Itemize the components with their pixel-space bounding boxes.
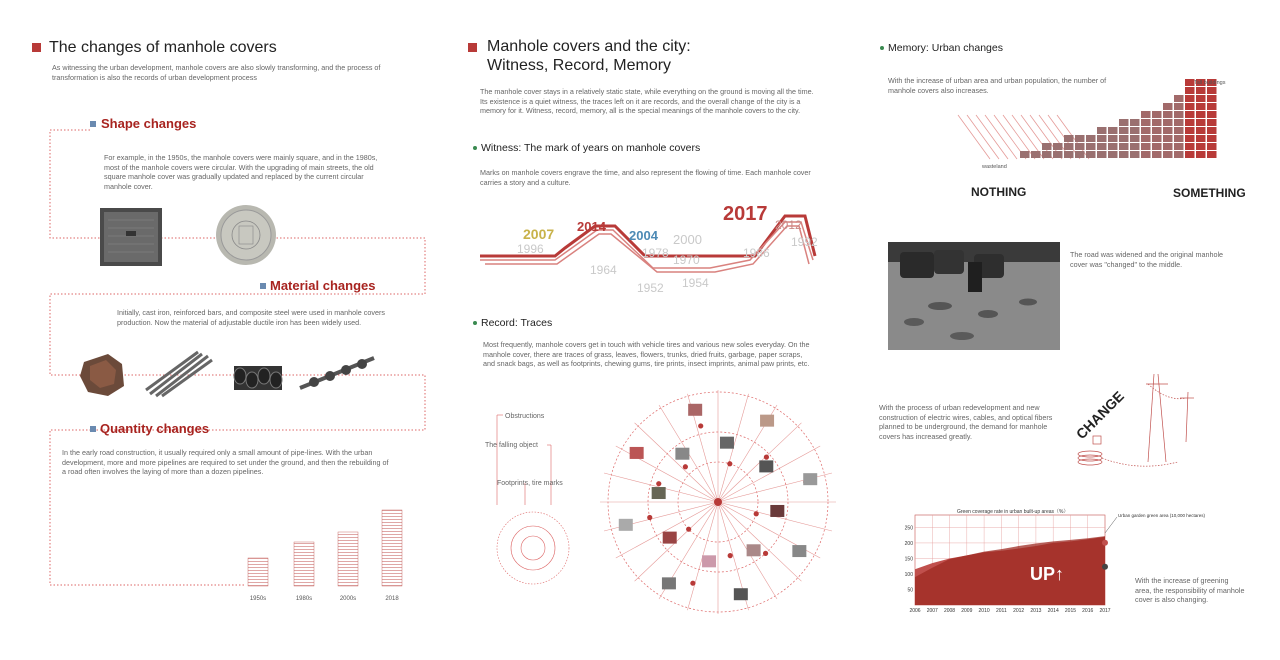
- stack-label-2000s: 2000s: [339, 596, 357, 602]
- chart-annotation: UP↑: [1030, 564, 1065, 584]
- building-block: [1042, 151, 1052, 158]
- middle-title-line2: Witness, Record, Memory: [487, 57, 672, 74]
- building-block: [1185, 127, 1195, 134]
- trace-dot: [763, 551, 768, 556]
- photo-caption: The road was widened and the original manhole cover was "changed" to the middle.: [1070, 250, 1224, 269]
- stack-2018: [382, 510, 402, 586]
- building-block: [1086, 151, 1096, 158]
- middle-title-line1: Manhole covers and the city:: [487, 38, 691, 55]
- building-block: [1108, 135, 1118, 142]
- building-block: [1075, 143, 1085, 150]
- building-block: [1207, 143, 1217, 150]
- quantity-marker: [90, 426, 96, 432]
- building-block: [1163, 111, 1173, 118]
- trace-dot: [727, 461, 732, 466]
- building-block: [1020, 151, 1030, 158]
- left-intro: As witnessing the urban development, manhole covers are also slowly transforming, and the process of transformation is also the records of urban development process: [52, 63, 381, 82]
- building-block: [1163, 103, 1173, 110]
- building-block: [1174, 143, 1184, 150]
- building-block: [1141, 127, 1151, 134]
- tall-buildings-label: Tall buildings: [1194, 80, 1226, 86]
- left-title: The changes of manhole covers: [49, 39, 277, 56]
- building-block: [1207, 151, 1217, 158]
- round-cover-image: [215, 204, 277, 266]
- building-block: [1196, 103, 1206, 110]
- building-block: [1031, 151, 1041, 158]
- material-text: Initially, cast iron, reinforced bars, and composite steel were used in manhole covers production. Now the material of adjustable ductile iron has been widely used.: [117, 308, 385, 327]
- building-block: [1141, 119, 1151, 126]
- memory-text: With the increase of urban area and urban population, the number of manhole covers also increases.: [888, 76, 1107, 95]
- building-block: [1064, 143, 1074, 150]
- material-marker: [260, 283, 266, 289]
- building-block: [1196, 127, 1206, 134]
- building-block: [1174, 95, 1184, 102]
- building-block: [1119, 143, 1129, 150]
- hatch-line: [967, 115, 999, 159]
- memory-heading: [880, 42, 1003, 54]
- year-1970: 1970: [673, 253, 700, 267]
- y-tick-label: 250: [904, 525, 913, 532]
- x-ticks: [909, 608, 1110, 614]
- building-block: [1163, 143, 1173, 150]
- record-heading: [473, 317, 552, 329]
- building-block: [1163, 127, 1173, 134]
- building-block: [1053, 151, 1063, 158]
- building-block: [1185, 119, 1195, 126]
- shape-text: For example, in the 1950s, the manhole covers were mainly square, and in the 1980s, most of the manhole covers were circular. With the upgrading of main streets, the old square manhole cover was gradually updated and replaced by the current circular manhole cover.: [104, 153, 378, 191]
- building-block: [1185, 135, 1195, 142]
- steel-pipes-image: [234, 366, 282, 390]
- building-block: [1042, 143, 1052, 150]
- cast-iron-image: [80, 354, 124, 396]
- change-illustration: [1068, 362, 1208, 477]
- trace-photo: [759, 460, 773, 472]
- building-block: [1185, 87, 1195, 94]
- trace-photo: [652, 487, 666, 499]
- trace-photo: [663, 532, 677, 544]
- stack-label-2018: 2018: [385, 596, 399, 602]
- trace-dot: [728, 553, 733, 558]
- building-block: [1196, 119, 1206, 126]
- x-tick-label: 2009: [961, 608, 973, 614]
- trace-photo: [619, 519, 633, 531]
- quantity-heading: Quantity changes: [100, 421, 210, 436]
- end-dot-coverage: [1102, 540, 1108, 546]
- building-block: [1141, 111, 1151, 118]
- x-tick-label: 2014: [1047, 608, 1059, 614]
- year-1986: 1986: [743, 246, 770, 260]
- building-block: [1130, 127, 1140, 134]
- building-block: [1196, 95, 1206, 102]
- shape-heading: Shape changes: [101, 116, 197, 131]
- trace-dot: [690, 581, 695, 586]
- y-tick-label: 200: [904, 540, 913, 547]
- building-block: [1207, 119, 1217, 126]
- stack-1980s: [294, 542, 314, 586]
- building-block: [1174, 119, 1184, 126]
- year-2012: 2012: [775, 218, 802, 232]
- building-block: [1108, 127, 1118, 134]
- building-block: [1119, 127, 1129, 134]
- change-word: CHANGE: [1072, 387, 1128, 443]
- year-1978: 1978: [642, 246, 669, 260]
- building-block: [1152, 143, 1162, 150]
- year-2004: 2004: [629, 228, 658, 243]
- trace-photo: [803, 473, 817, 485]
- building-block: [1152, 135, 1162, 142]
- trace-photo: [770, 505, 784, 517]
- street-photo: [888, 242, 1060, 350]
- building-block: [1119, 119, 1129, 126]
- stack-label-1950s: 1950s: [249, 596, 267, 602]
- building-block: [1119, 151, 1129, 158]
- record-dot: [473, 321, 477, 325]
- change-text: With the process of urban redevelopment and new construction of electric wires, cables, and optical fibers planned to be underground, the demand for manhole covers has increased greatly.: [879, 403, 1053, 441]
- building-block: [1141, 143, 1151, 150]
- green-text: With the increase of greening area, the responsibility of manhole cover is also changing.: [1135, 576, 1245, 605]
- hatch-line: [958, 115, 990, 159]
- memory-heading-text: Memory: Urban changes: [888, 42, 1003, 54]
- y-ticks: [905, 525, 914, 593]
- building-block: [1174, 151, 1184, 158]
- y-tick-label: 100: [904, 571, 913, 578]
- x-tick-label: 2006: [909, 608, 921, 614]
- y-tick-label: 150: [904, 556, 913, 563]
- building-block: [1185, 95, 1195, 102]
- building-block: [1086, 135, 1096, 142]
- building-block: [1108, 151, 1118, 158]
- building-block: [1152, 151, 1162, 158]
- witness-dot: [473, 146, 477, 150]
- x-tick-label: 2007: [926, 608, 938, 614]
- building-block: [1163, 151, 1173, 158]
- year-1954: 1954: [682, 276, 709, 290]
- building-block: [1097, 143, 1107, 150]
- building-block: [1130, 143, 1140, 150]
- trace-dot: [698, 423, 703, 428]
- building-block: [1207, 103, 1217, 110]
- building-block: [1185, 151, 1195, 158]
- trace-dot: [647, 515, 652, 520]
- building-block: [1163, 135, 1173, 142]
- stack-2000s: [338, 532, 358, 586]
- building-block: [1174, 127, 1184, 134]
- trace-dot: [656, 481, 661, 486]
- building-block: [1108, 143, 1118, 150]
- x-tick-label: 2017: [1099, 608, 1111, 614]
- wasteland-label: wasteland: [982, 164, 1007, 170]
- growth-blocks: [950, 75, 1250, 185]
- y-tick-label: 50: [907, 587, 913, 594]
- middle-title: [487, 37, 691, 75]
- trace-photo: [720, 437, 734, 449]
- building-block: [1196, 135, 1206, 142]
- building-block: [1141, 135, 1151, 142]
- middle-title-marker: [468, 43, 477, 52]
- legend-obstructions: Obstructions: [505, 413, 545, 420]
- x-tick-label: 2008: [943, 608, 956, 614]
- end-dot-garden: [1102, 564, 1108, 570]
- quantity-stacks: [240, 500, 420, 605]
- camshaft-image: [300, 358, 374, 388]
- chart-title: Green coverage rate in urban built-up areas（%）: [957, 509, 1069, 515]
- nothing-label: NOTHING: [971, 185, 1027, 199]
- shape-marker: [90, 121, 96, 127]
- year-1964: 1964: [590, 263, 617, 277]
- year-2007: 2007: [523, 226, 555, 242]
- trace-photo: [662, 577, 676, 589]
- building-block: [1185, 143, 1195, 150]
- trace-photo: [792, 545, 806, 557]
- trace-photo: [688, 404, 702, 416]
- x-tick-label: 2016: [1082, 608, 1094, 614]
- trace-photo: [760, 415, 774, 427]
- building-block: [1086, 143, 1096, 150]
- legend-pointer: [1105, 517, 1117, 533]
- hatch-line: [985, 115, 1017, 159]
- year-1992: 1992: [791, 235, 818, 249]
- building-block: [1196, 143, 1206, 150]
- legend-garden: Urban garden green area (10,000 hectares): [1118, 513, 1206, 518]
- building-block: [1207, 87, 1217, 94]
- building-block: [1152, 111, 1162, 118]
- building-block: [1207, 127, 1217, 134]
- x-tick-label: 2010: [978, 608, 990, 614]
- building-block: [1064, 151, 1074, 158]
- hatch-line: [976, 115, 1008, 159]
- witness-heading-text: Witness: The mark of years on manhole covers: [481, 142, 701, 154]
- building-block: [1097, 151, 1107, 158]
- trace-ray: [718, 502, 801, 581]
- material-heading: Material changes: [270, 278, 376, 293]
- x-tick-label: 2015: [1064, 608, 1077, 614]
- memory-dot: [880, 46, 884, 50]
- trace-dot: [754, 511, 759, 516]
- stack-label-1980s: 1980s: [295, 596, 313, 602]
- building-block: [1174, 103, 1184, 110]
- witness-text: Marks on manhole covers engrave the time, and also represent the flowing of time. Each manhole cover carries a story and a culture.: [480, 168, 811, 187]
- trace-photo: [630, 447, 644, 459]
- year-1996: 1996: [517, 242, 544, 256]
- building-block: [1207, 111, 1217, 118]
- radial-traces-diagram: [598, 385, 843, 620]
- year-2000: 2000: [673, 232, 702, 247]
- trace-photo: [702, 555, 716, 567]
- building-block: [1174, 135, 1184, 142]
- hatch-line: [1003, 115, 1035, 159]
- record-legend: [485, 405, 595, 585]
- trace-dot: [764, 455, 769, 460]
- building-block: [1097, 135, 1107, 142]
- record-heading-text: Record: Traces: [481, 317, 553, 329]
- building-block: [1130, 151, 1140, 158]
- building-blocks: [1020, 79, 1217, 158]
- building-block: [1196, 111, 1206, 118]
- trace-photo: [734, 588, 748, 600]
- center-dot: [714, 498, 722, 506]
- year-1952: 1952: [637, 281, 664, 295]
- building-block: [1196, 151, 1206, 158]
- square-cover-image: [100, 208, 162, 266]
- year-2014: 2014: [577, 219, 606, 234]
- building-block: [1141, 151, 1151, 158]
- building-block: [1163, 119, 1173, 126]
- stack-1950s: [248, 558, 268, 586]
- building-block: [1185, 111, 1195, 118]
- something-label: SOMETHING: [1173, 186, 1246, 200]
- building-block: [1053, 143, 1063, 150]
- area-series-garden: [915, 536, 1105, 605]
- building-block: [1152, 119, 1162, 126]
- building-block: [1196, 87, 1206, 94]
- witness-heading: [473, 142, 700, 154]
- trace-dot: [683, 464, 688, 469]
- timeline-ribbon: [475, 198, 820, 298]
- trace-dot: [686, 527, 691, 532]
- trace-photo: [675, 448, 689, 460]
- building-block: [1207, 135, 1217, 142]
- year-2017: 2017: [723, 203, 768, 225]
- building-block: [1097, 127, 1107, 134]
- legend-falling-object: The falling object: [485, 442, 538, 449]
- building-block: [1075, 151, 1085, 158]
- x-tick-label: 2012: [1013, 608, 1025, 614]
- trace-ray: [635, 423, 718, 502]
- material-images: [78, 350, 378, 398]
- rebar-image: [146, 352, 212, 396]
- building-block: [1174, 111, 1184, 118]
- building-block: [1075, 135, 1085, 142]
- legend-footprints: Footprints, tire marks: [497, 480, 563, 487]
- building-block: [1152, 127, 1162, 134]
- building-block: [1130, 119, 1140, 126]
- building-block: [1064, 135, 1074, 142]
- building-block: [1207, 95, 1217, 102]
- building-block: [1119, 135, 1129, 142]
- building-block: [1130, 135, 1140, 142]
- trace-photo: [747, 544, 761, 556]
- middle-intro: The manhole cover stays in a relatively static state, while everything on the ground is moving all the time. Its existence is a quiet witness, the traces left on it are records, and the overall change of the city is a memory for it. Witness, record, memory, all is the special meanings of the manhole covers to the city.: [480, 87, 814, 116]
- quantity-text: In the early road construction, it usually required only a small amount of pipe-lines. With the urban development, more and more pipelines are required to set under the ground, and then the rebuilding of a road often involves the laying of more than a dozen pipelines.: [62, 448, 389, 477]
- record-text: Most frequently, manhole covers get in touch with vehicle tires and various new soles everyday. On the manhole cover, there are traces of grass, leaves, flowers, trunks, dried fruits, garbage, paper scraps, and snack bags, as well as footprints, chewing gums, tire prints, insect imprints, animal paw prints, etc.: [483, 340, 810, 369]
- x-tick-label: 2011: [995, 608, 1007, 614]
- x-tick-label: 2013: [1030, 608, 1042, 614]
- building-block: [1185, 103, 1195, 110]
